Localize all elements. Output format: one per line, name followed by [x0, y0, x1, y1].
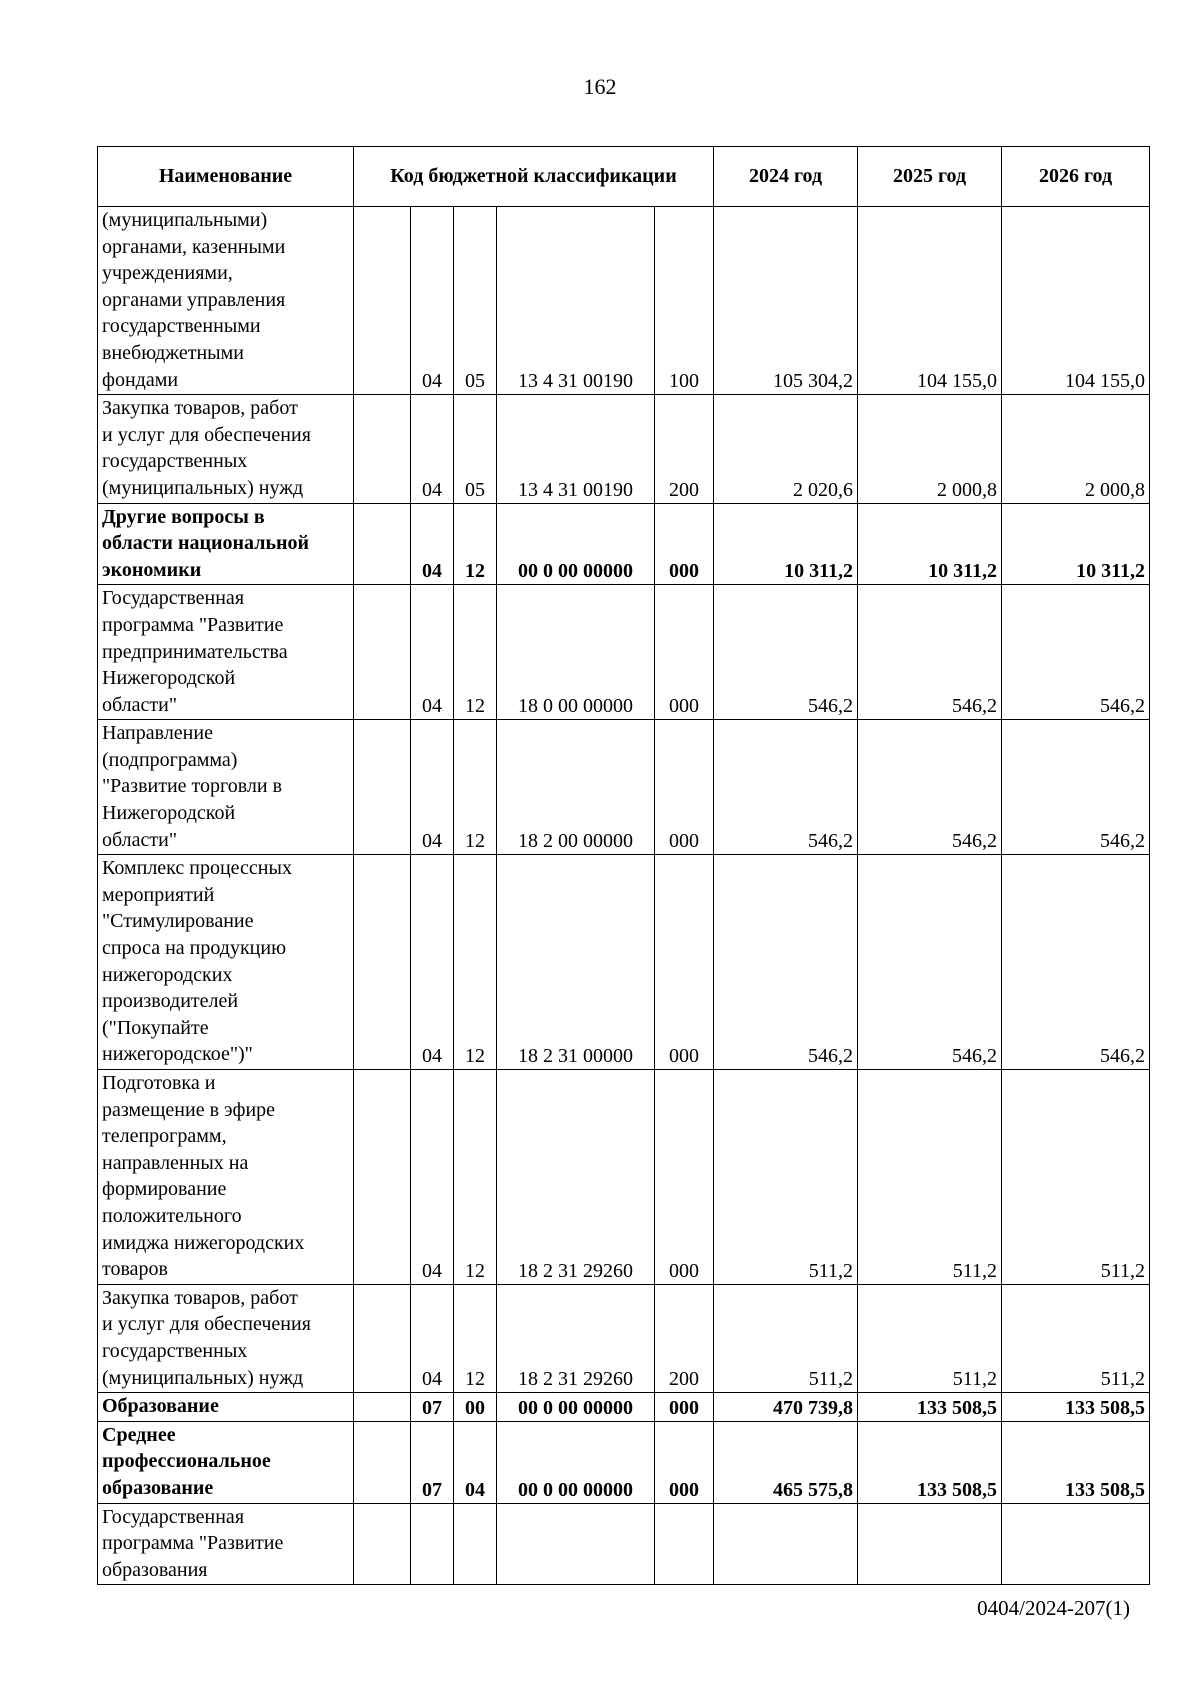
cell-2024: 470 739,8	[714, 1393, 858, 1422]
page-number: 162	[583, 74, 617, 99]
cell-section: 04	[411, 503, 454, 585]
cell-gap	[354, 1503, 411, 1585]
cell-2025: 546,2	[858, 585, 1002, 720]
cell-2026: 133 508,5	[1002, 1421, 1150, 1503]
cell-expense-type: 200	[655, 395, 714, 503]
cell-expense-type: 000	[655, 720, 714, 855]
cell-section	[411, 1503, 454, 1585]
header-name: Наименование	[98, 147, 354, 207]
cell-expense-type: 000	[655, 503, 714, 585]
cell-gap	[354, 585, 411, 720]
header-2026: 2026 год	[1002, 147, 1150, 207]
cell-2024: 465 575,8	[714, 1421, 858, 1503]
table-row	[98, 1284, 1150, 1392]
table-row	[98, 1503, 1150, 1585]
table-row	[98, 503, 1150, 585]
cell-section: 04	[411, 207, 454, 395]
cell-gap	[354, 1070, 411, 1285]
cell-section: 07	[411, 1421, 454, 1503]
header-code: Код бюджетной классификации	[354, 147, 714, 207]
table-row	[98, 1070, 1150, 1285]
cell-2026: 546,2	[1002, 585, 1150, 720]
cell-subsection: 12	[454, 503, 497, 585]
cell-2024: 511,2	[714, 1284, 858, 1392]
cell-expense-type: 200	[655, 1284, 714, 1392]
cell-target-article: 13 4 31 00190	[497, 395, 655, 503]
cell-2026: 511,2	[1002, 1070, 1150, 1285]
cell-gap	[354, 720, 411, 855]
cell-gap	[354, 207, 411, 395]
cell-expense-type: 000	[655, 1070, 714, 1285]
cell-2024: 546,2	[714, 585, 858, 720]
cell-subsection: 12	[454, 585, 497, 720]
cell-gap	[354, 1284, 411, 1392]
budget-table	[97, 146, 1150, 1585]
cell-2025: 2 000,8	[858, 395, 1002, 503]
cell-subsection: 12	[454, 855, 497, 1070]
cell-target-article: 18 2 00 00000	[497, 720, 655, 855]
cell-2026	[1002, 1503, 1150, 1585]
cell-subsection: 05	[454, 395, 497, 503]
cell-subsection	[454, 1503, 497, 1585]
cell-target-article: 18 2 31 29260	[497, 1284, 655, 1392]
cell-section: 04	[411, 1284, 454, 1392]
cell-expense-type: 000	[655, 585, 714, 720]
cell-target-article	[497, 1503, 655, 1585]
cell-section: 04	[411, 855, 454, 1070]
cell-name: (муниципальными) органами, казенными учреждениями, органами управления государственными внебюджетными фондами	[98, 207, 354, 395]
cell-2025: 104 155,0	[858, 207, 1002, 395]
cell-expense-type: 000	[655, 855, 714, 1070]
cell-2024: 511,2	[714, 1070, 858, 1285]
cell-gap	[354, 855, 411, 1070]
header-2025: 2025 год	[858, 147, 1002, 207]
cell-expense-type: 100	[655, 207, 714, 395]
table-row	[98, 1421, 1150, 1503]
cell-2025: 133 508,5	[858, 1393, 1002, 1422]
cell-2024: 10 311,2	[714, 503, 858, 585]
cell-2025: 511,2	[858, 1070, 1002, 1285]
cell-name: Закупка товаров, работ и услуг для обеспечения государственных (муниципальных) нужд	[98, 1284, 354, 1392]
cell-2026: 546,2	[1002, 855, 1150, 1070]
cell-2024: 546,2	[714, 855, 858, 1070]
cell-2025: 546,2	[858, 855, 1002, 1070]
table-row	[98, 855, 1150, 1070]
cell-2025	[858, 1503, 1002, 1585]
cell-section: 04	[411, 395, 454, 503]
cell-expense-type: 000	[655, 1393, 714, 1422]
cell-expense-type: 000	[655, 1421, 714, 1503]
cell-gap	[354, 1393, 411, 1422]
cell-2025: 133 508,5	[858, 1421, 1002, 1503]
header-2024: 2024 год	[714, 147, 858, 207]
cell-section: 04	[411, 1070, 454, 1285]
cell-2026: 10 311,2	[1002, 503, 1150, 585]
cell-2024: 105 304,2	[714, 207, 858, 395]
cell-subsection: 12	[454, 1070, 497, 1285]
cell-name: Другие вопросы в области национальной экономики	[98, 503, 354, 585]
cell-2025: 546,2	[858, 720, 1002, 855]
cell-name: Направление (подпрограмма) "Развитие торговли в Нижегородской области"	[98, 720, 354, 855]
table-row	[98, 395, 1150, 503]
cell-2026: 511,2	[1002, 1284, 1150, 1392]
cell-name: Комплекс процессных мероприятий "Стимулирование спроса на продукцию нижегородских производителей ("Покупайте нижегородское")"	[98, 855, 354, 1070]
cell-2025: 511,2	[858, 1284, 1002, 1392]
table-row	[98, 720, 1150, 855]
cell-expense-type	[655, 1503, 714, 1585]
cell-subsection: 05	[454, 207, 497, 395]
cell-section: 04	[411, 720, 454, 855]
cell-2024	[714, 1503, 858, 1585]
cell-name: Государственная программа "Развитие предпринимательства Нижегородской области"	[98, 585, 354, 720]
cell-target-article: 18 0 00 00000	[497, 585, 655, 720]
cell-2024: 546,2	[714, 720, 858, 855]
cell-gap	[354, 1421, 411, 1503]
cell-target-article: 00 0 00 00000	[497, 503, 655, 585]
table-row	[98, 585, 1150, 720]
cell-2026: 133 508,5	[1002, 1393, 1150, 1422]
document-id: 0404/2024-207(1)	[977, 1596, 1130, 1620]
cell-gap	[354, 503, 411, 585]
cell-name: Подготовка и размещение в эфире телепрограмм, направленных на формирование положительного имиджа нижегородских товаров	[98, 1070, 354, 1285]
cell-target-article: 13 4 31 00190	[497, 207, 655, 395]
cell-name: Государственная программа "Развитие образования	[98, 1503, 354, 1585]
cell-target-article: 18 2 31 00000	[497, 855, 655, 1070]
cell-subsection: 12	[454, 720, 497, 855]
cell-gap	[354, 395, 411, 503]
cell-2026: 546,2	[1002, 720, 1150, 855]
cell-target-article: 00 0 00 00000	[497, 1421, 655, 1503]
cell-2025: 10 311,2	[858, 503, 1002, 585]
table-row	[98, 207, 1150, 395]
cell-target-article: 18 2 31 29260	[497, 1070, 655, 1285]
cell-2026: 104 155,0	[1002, 207, 1150, 395]
table-row	[98, 1393, 1150, 1422]
cell-name: Образование	[98, 1393, 354, 1422]
cell-subsection: 12	[454, 1284, 497, 1392]
cell-name: Закупка товаров, работ и услуг для обеспечения государственных (муниципальных) нужд	[98, 395, 354, 503]
cell-name: Среднее профессиональное образование	[98, 1421, 354, 1503]
table-header-row	[98, 147, 1150, 207]
cell-subsection: 00	[454, 1393, 497, 1422]
cell-section: 07	[411, 1393, 454, 1422]
cell-target-article: 00 0 00 00000	[497, 1393, 655, 1422]
cell-2024: 2 020,6	[714, 395, 858, 503]
cell-2026: 2 000,8	[1002, 395, 1150, 503]
cell-section: 04	[411, 585, 454, 720]
cell-subsection: 04	[454, 1421, 497, 1503]
